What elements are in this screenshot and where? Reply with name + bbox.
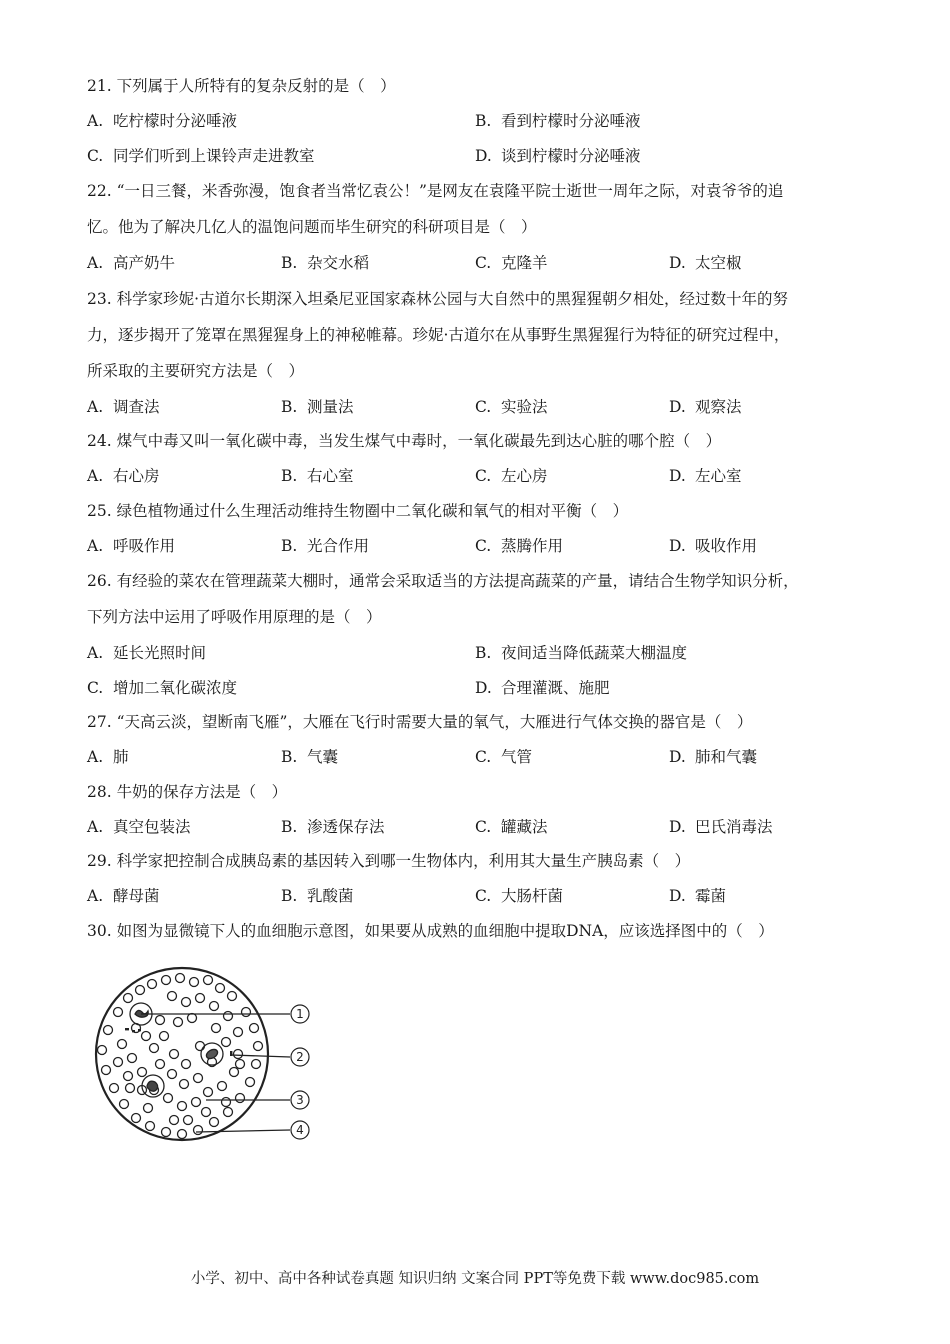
question-stem: 23. 科学家珍妮·古道尔长期深入坦桑尼亚国家森林公园与大自然中的黑猩猩朝夕相处，经过数十年的努 <box>87 290 789 308</box>
question-stem: 力，逐步揭开了笼罩在黑猩猩身上的神秘帷幕。珍妮·古道尔在从事野生黑猩猩行为特征的研究过程中， <box>87 326 790 344</box>
option-c: C. 大肠杆菌 <box>475 887 564 905</box>
option-c: C. 气管 <box>475 748 533 766</box>
label-1: 1 <box>296 1007 304 1021</box>
option-d: D. 谈到柠檬时分泌唾液 <box>475 147 641 165</box>
option-b: B. 测量法 <box>281 398 354 416</box>
option-a: A. 吃柠檬时分泌唾液 <box>87 112 238 130</box>
question-stem: 30. 如图为显微镜下人的血细胞示意图，如果要从成熟的血细胞中提取DNA，应该选择图中的（ ） <box>87 922 774 940</box>
label-2: 2 <box>296 1050 304 1064</box>
option-a: A. 右心房 <box>87 467 160 485</box>
option-c: C. 左心房 <box>475 467 548 485</box>
option-d: D. 肺和气囊 <box>669 748 758 766</box>
option-a: A. 呼吸作用 <box>87 537 176 555</box>
blood-cell-diagram <box>88 962 328 1150</box>
option-c: C. 克隆羊 <box>475 254 548 272</box>
label-4: 4 <box>296 1123 304 1137</box>
option-a: A. 高产奶牛 <box>87 254 176 272</box>
option-b: B. 光合作用 <box>281 537 370 555</box>
option-d: D. 左心室 <box>669 467 742 485</box>
question-stem: 24. 煤气中毒又叫一氧化碳中毒，当发生煤气中毒时，一氧化碳最先到达心脏的哪个腔（ ） <box>87 432 722 450</box>
question-stem: 忆。他为了解决几亿人的温饱问题而毕生研究的科研项目是（ ） <box>87 218 537 236</box>
option-c: C. 蒸腾作用 <box>475 537 564 555</box>
option-c: C. 罐藏法 <box>475 818 548 836</box>
option-c: C. 增加二氧化碳浓度 <box>87 679 238 697</box>
option-a: A. 肺 <box>87 748 129 766</box>
option-a: A. 延长光照时间 <box>87 644 207 662</box>
question-stem: 29. 科学家把控制合成胰岛素的基因转入到哪一生物体内，利用其大量生产胰岛素（ ） <box>87 852 691 870</box>
option-b: B. 乳酸菌 <box>281 887 354 905</box>
option-c: C. 同学们听到上课铃声走进教室 <box>87 147 315 165</box>
question-stem: 28. 牛奶的保存方法是（ ） <box>87 783 288 801</box>
question-stem: 所采取的主要研究方法是（ ） <box>87 362 305 380</box>
option-d: D. 霉菌 <box>669 887 727 905</box>
question-stem: 22. “一日三餐，米香弥漫，饱食者当常忆袁公！”是网友在袁隆平院士逝世一周年之际，对袁爷爷的追 <box>87 182 784 200</box>
option-d: D. 吸收作用 <box>669 537 758 555</box>
option-a: A. 调查法 <box>87 398 160 416</box>
question-stem: 25. 绿色植物通过什么生理活动维持生物圈中二氧化碳和氧气的相对平衡（ ） <box>87 502 629 520</box>
option-b: B. 右心室 <box>281 467 354 485</box>
option-a: A. 酵母菌 <box>87 887 160 905</box>
option-b: B. 夜间适当降低蔬菜大棚温度 <box>475 644 688 662</box>
option-c: C. 实验法 <box>475 398 548 416</box>
option-d: D. 太空椒 <box>669 254 742 272</box>
option-b: B. 气囊 <box>281 748 339 766</box>
option-b: B. 杂交水稻 <box>281 254 370 272</box>
option-d: D. 合理灌溉、施肥 <box>475 679 610 697</box>
option-a: A. 真空包装法 <box>87 818 191 836</box>
option-d: D. 巴氏消毒法 <box>669 818 773 836</box>
page-footer: 小学、初中、高中各种试卷真题 知识归纳 文案合同 PPT等免费下载 www.doc985.com <box>190 1271 760 1287</box>
option-b: B. 渗透保存法 <box>281 818 385 836</box>
label-3: 3 <box>296 1093 304 1107</box>
option-b: B. 看到柠檬时分泌唾液 <box>475 112 641 130</box>
question-stem: 21. 下列属于人所特有的复杂反射的是（ ） <box>87 77 396 95</box>
question-stem: 26. 有经验的菜农在管理蔬菜大棚时，通常会采取适当的方法提高蔬菜的产量，请结合生物学知识分析， <box>87 572 799 590</box>
question-stem: 27. “天高云淡，望断南飞雁”，大雁在飞行时需要大量的氧气，大雁进行气体交换的器官是（ ） <box>87 713 753 731</box>
question-stem: 下列方法中运用了呼吸作用原理的是（ ） <box>87 608 382 626</box>
option-d: D. 观察法 <box>669 398 742 416</box>
microscope-field-svg <box>88 962 328 1150</box>
